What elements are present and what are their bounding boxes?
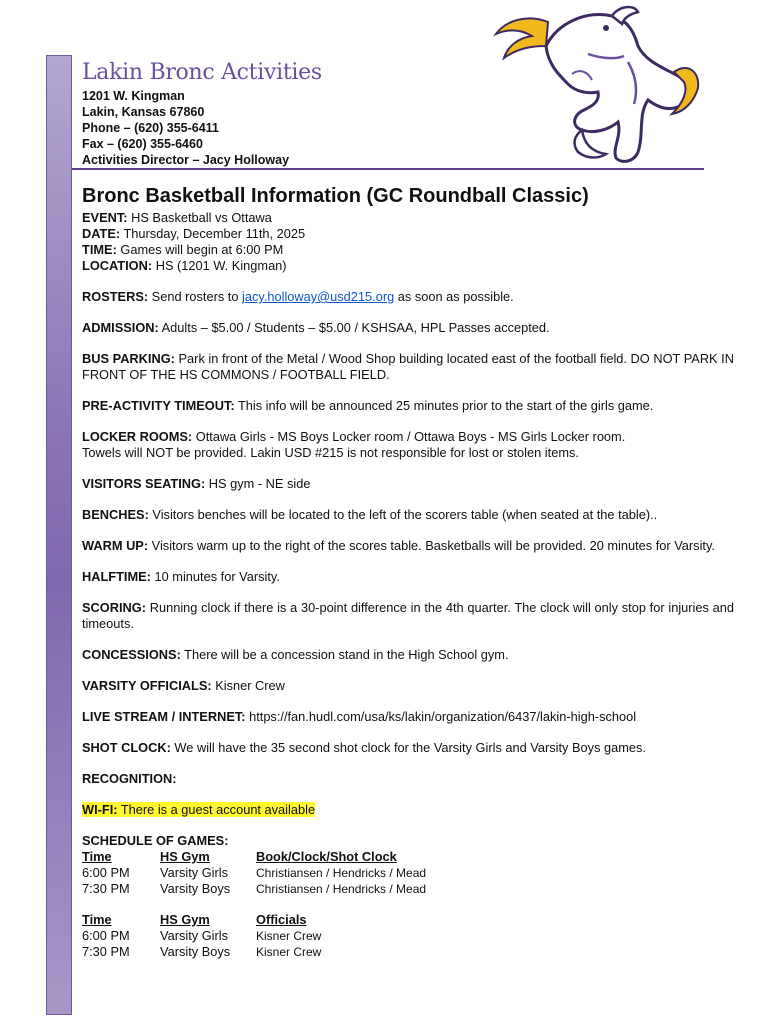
wifi-label: WI-FI: (82, 802, 118, 817)
bus-parking-section (82, 351, 734, 383)
locker-rooms-text: Ottawa Girls - MS Boys Locker room / Ottawa Boys - MS Girls Locker room. (192, 429, 626, 444)
event-value: HS Basketball vs Ottawa (127, 210, 272, 225)
phone-line: Phone – (620) 355-6411 (82, 121, 219, 135)
gym-cell: Varsity Boys (160, 881, 231, 896)
officials-section (82, 678, 734, 694)
recognition-section (82, 771, 734, 787)
officials-cell: Kisner Crew (256, 929, 322, 943)
officials-label: VARSITY OFFICIALS: (82, 678, 212, 693)
time-value: Games will begin at 6:00 PM (116, 242, 284, 257)
concessions-label: CONCESSIONS: (82, 647, 181, 662)
admission-section (82, 320, 734, 336)
officials-text: Kisner Crew (211, 678, 285, 693)
recognition-label: RECOGNITION: (82, 771, 177, 786)
column-header: Time (82, 849, 112, 864)
pre-activity-text: This info will be announced 25 minutes prior to the start of the girls game. (234, 398, 654, 413)
scoring-text: Running clock if there is a 30-point difference in the 4th quarter. The clock will only stop for injuries and timeouts. (82, 600, 734, 631)
live-stream-label: LIVE STREAM / INTERNET: (82, 709, 246, 724)
visitors-seating-section (82, 476, 734, 492)
event-label: EVENT: (82, 210, 128, 225)
halftime-label: HALFTIME: (82, 569, 151, 584)
director-line: Activities Director – Jacy Holloway (82, 153, 290, 167)
roster-email-link[interactable]: jacy.holloway@usd215.org (242, 289, 395, 304)
benches-label: BENCHES: (82, 507, 149, 522)
benches-section (82, 507, 734, 523)
organization-header (82, 58, 502, 168)
fax-line: Fax – (620) 355-6460 (82, 137, 203, 151)
date-line (82, 226, 734, 242)
pre-activity-section (82, 398, 734, 414)
decorative-side-bar (46, 55, 72, 1015)
warm-up-label: WARM UP: (82, 538, 149, 553)
live-stream-url: https://fan.hudl.com/usa/ks/lakin/organization/6437/lakin-high-school (245, 709, 637, 724)
time-cell: 6:00 PM (82, 865, 130, 880)
gym-cell: Varsity Girls (160, 928, 229, 943)
document-body (82, 183, 734, 960)
schedule-title: SCHEDULE OF GAMES: (82, 833, 229, 848)
column-header: Officials (256, 912, 307, 927)
live-stream-section (82, 709, 734, 725)
event-line (82, 210, 734, 226)
location-value: HS (1201 W. Kingman) (152, 258, 287, 273)
shot-clock-label: SHOT CLOCK: (82, 740, 171, 755)
concessions-text: There will be a concession stand in the High School gym. (180, 647, 509, 662)
halftime-section (82, 569, 734, 585)
date-value: Thursday, December 11th, 2025 (120, 226, 306, 241)
wifi-section (82, 802, 734, 818)
scoring-section (82, 600, 734, 632)
wifi-text: There is a guest account available (117, 802, 316, 817)
column-header: Book/Clock/Shot Clock (256, 849, 397, 864)
shot-clock-section (82, 740, 734, 756)
address-line-2: Lakin, Kansas 67860 (82, 105, 205, 119)
officials-cell: Kisner Crew (256, 945, 322, 959)
bus-parking-text: Park in front of the Metal / Wood Shop building located east of the football field. DO NOT PARK IN FRONT OF THE HS COMMONS / FOOTBALL FIELD. (82, 351, 734, 382)
column-header: Time (82, 912, 112, 927)
table-header-row (82, 849, 734, 865)
location-label: LOCATION: (82, 258, 153, 273)
header-divider (72, 168, 704, 170)
rosters-section (82, 289, 734, 305)
location-line (82, 258, 734, 274)
organization-name: Lakin Bronc Activities (82, 60, 322, 85)
bronco-mascot-logo (488, 2, 704, 170)
time-cell: 7:30 PM (82, 881, 130, 896)
benches-text: Visitors benches will be located to the left of the scorers table (when seated at the table).. (148, 507, 658, 522)
visitors-seating-label: VISITORS SEATING: (82, 476, 206, 491)
scoring-label: SCORING: (82, 600, 146, 615)
gym-cell: Varsity Boys (160, 944, 231, 959)
table-row (82, 944, 734, 960)
page-title: Bronc Basketball Information (GC Roundball Classic) (82, 185, 589, 207)
shot-clock-text: We will have the 35 second shot clock for the Varsity Girls and Varsity Boys games. (170, 740, 646, 755)
book-cell: Christiansen / Hendricks / Mead (256, 866, 427, 880)
rosters-text-end: as soon as possible. (394, 289, 514, 304)
visitors-seating-text: HS gym - NE side (205, 476, 311, 491)
column-header: HS Gym (160, 849, 210, 864)
date-label: DATE: (82, 226, 121, 241)
warm-up-text: Visitors warm up to the right of the scores table. Basketballs will be provided. 20 minutes for Varsity. (148, 538, 715, 553)
rosters-label: ROSTERS: (82, 289, 149, 304)
schedule-table-book (82, 849, 734, 897)
bus-parking-label: BUS PARKING: (82, 351, 175, 366)
admission-label: ADMISSION: (82, 320, 159, 335)
time-line (82, 242, 734, 258)
pre-activity-label: PRE-ACTIVITY TIMEOUT: (82, 398, 235, 413)
time-label: TIME: (82, 242, 117, 257)
table-row (82, 881, 734, 897)
column-header: HS Gym (160, 912, 210, 927)
table-row (82, 865, 734, 881)
address-line-1: 1201 W. Kingman (82, 89, 185, 103)
warm-up-section (82, 538, 734, 554)
locker-rooms-section (82, 429, 734, 461)
table-header-row (82, 912, 734, 928)
table-row (82, 928, 734, 944)
book-cell: Christiansen / Hendricks / Mead (256, 882, 427, 896)
schedule-table-officials (82, 912, 734, 960)
time-cell: 7:30 PM (82, 944, 130, 959)
halftime-text: 10 minutes for Varsity. (150, 569, 280, 584)
locker-rooms-label: LOCKER ROOMS: (82, 429, 193, 444)
gym-cell: Varsity Girls (160, 865, 229, 880)
locker-rooms-note: Towels will NOT be provided. Lakin USD #215 is not responsible for lost or stolen items. (82, 445, 579, 460)
time-cell: 6:00 PM (82, 928, 130, 943)
rosters-text: Send rosters to (148, 289, 243, 304)
concessions-section (82, 647, 734, 663)
admission-text: Adults – $5.00 / Students – $5.00 / KSHSAA, HPL Passes accepted. (158, 320, 550, 335)
